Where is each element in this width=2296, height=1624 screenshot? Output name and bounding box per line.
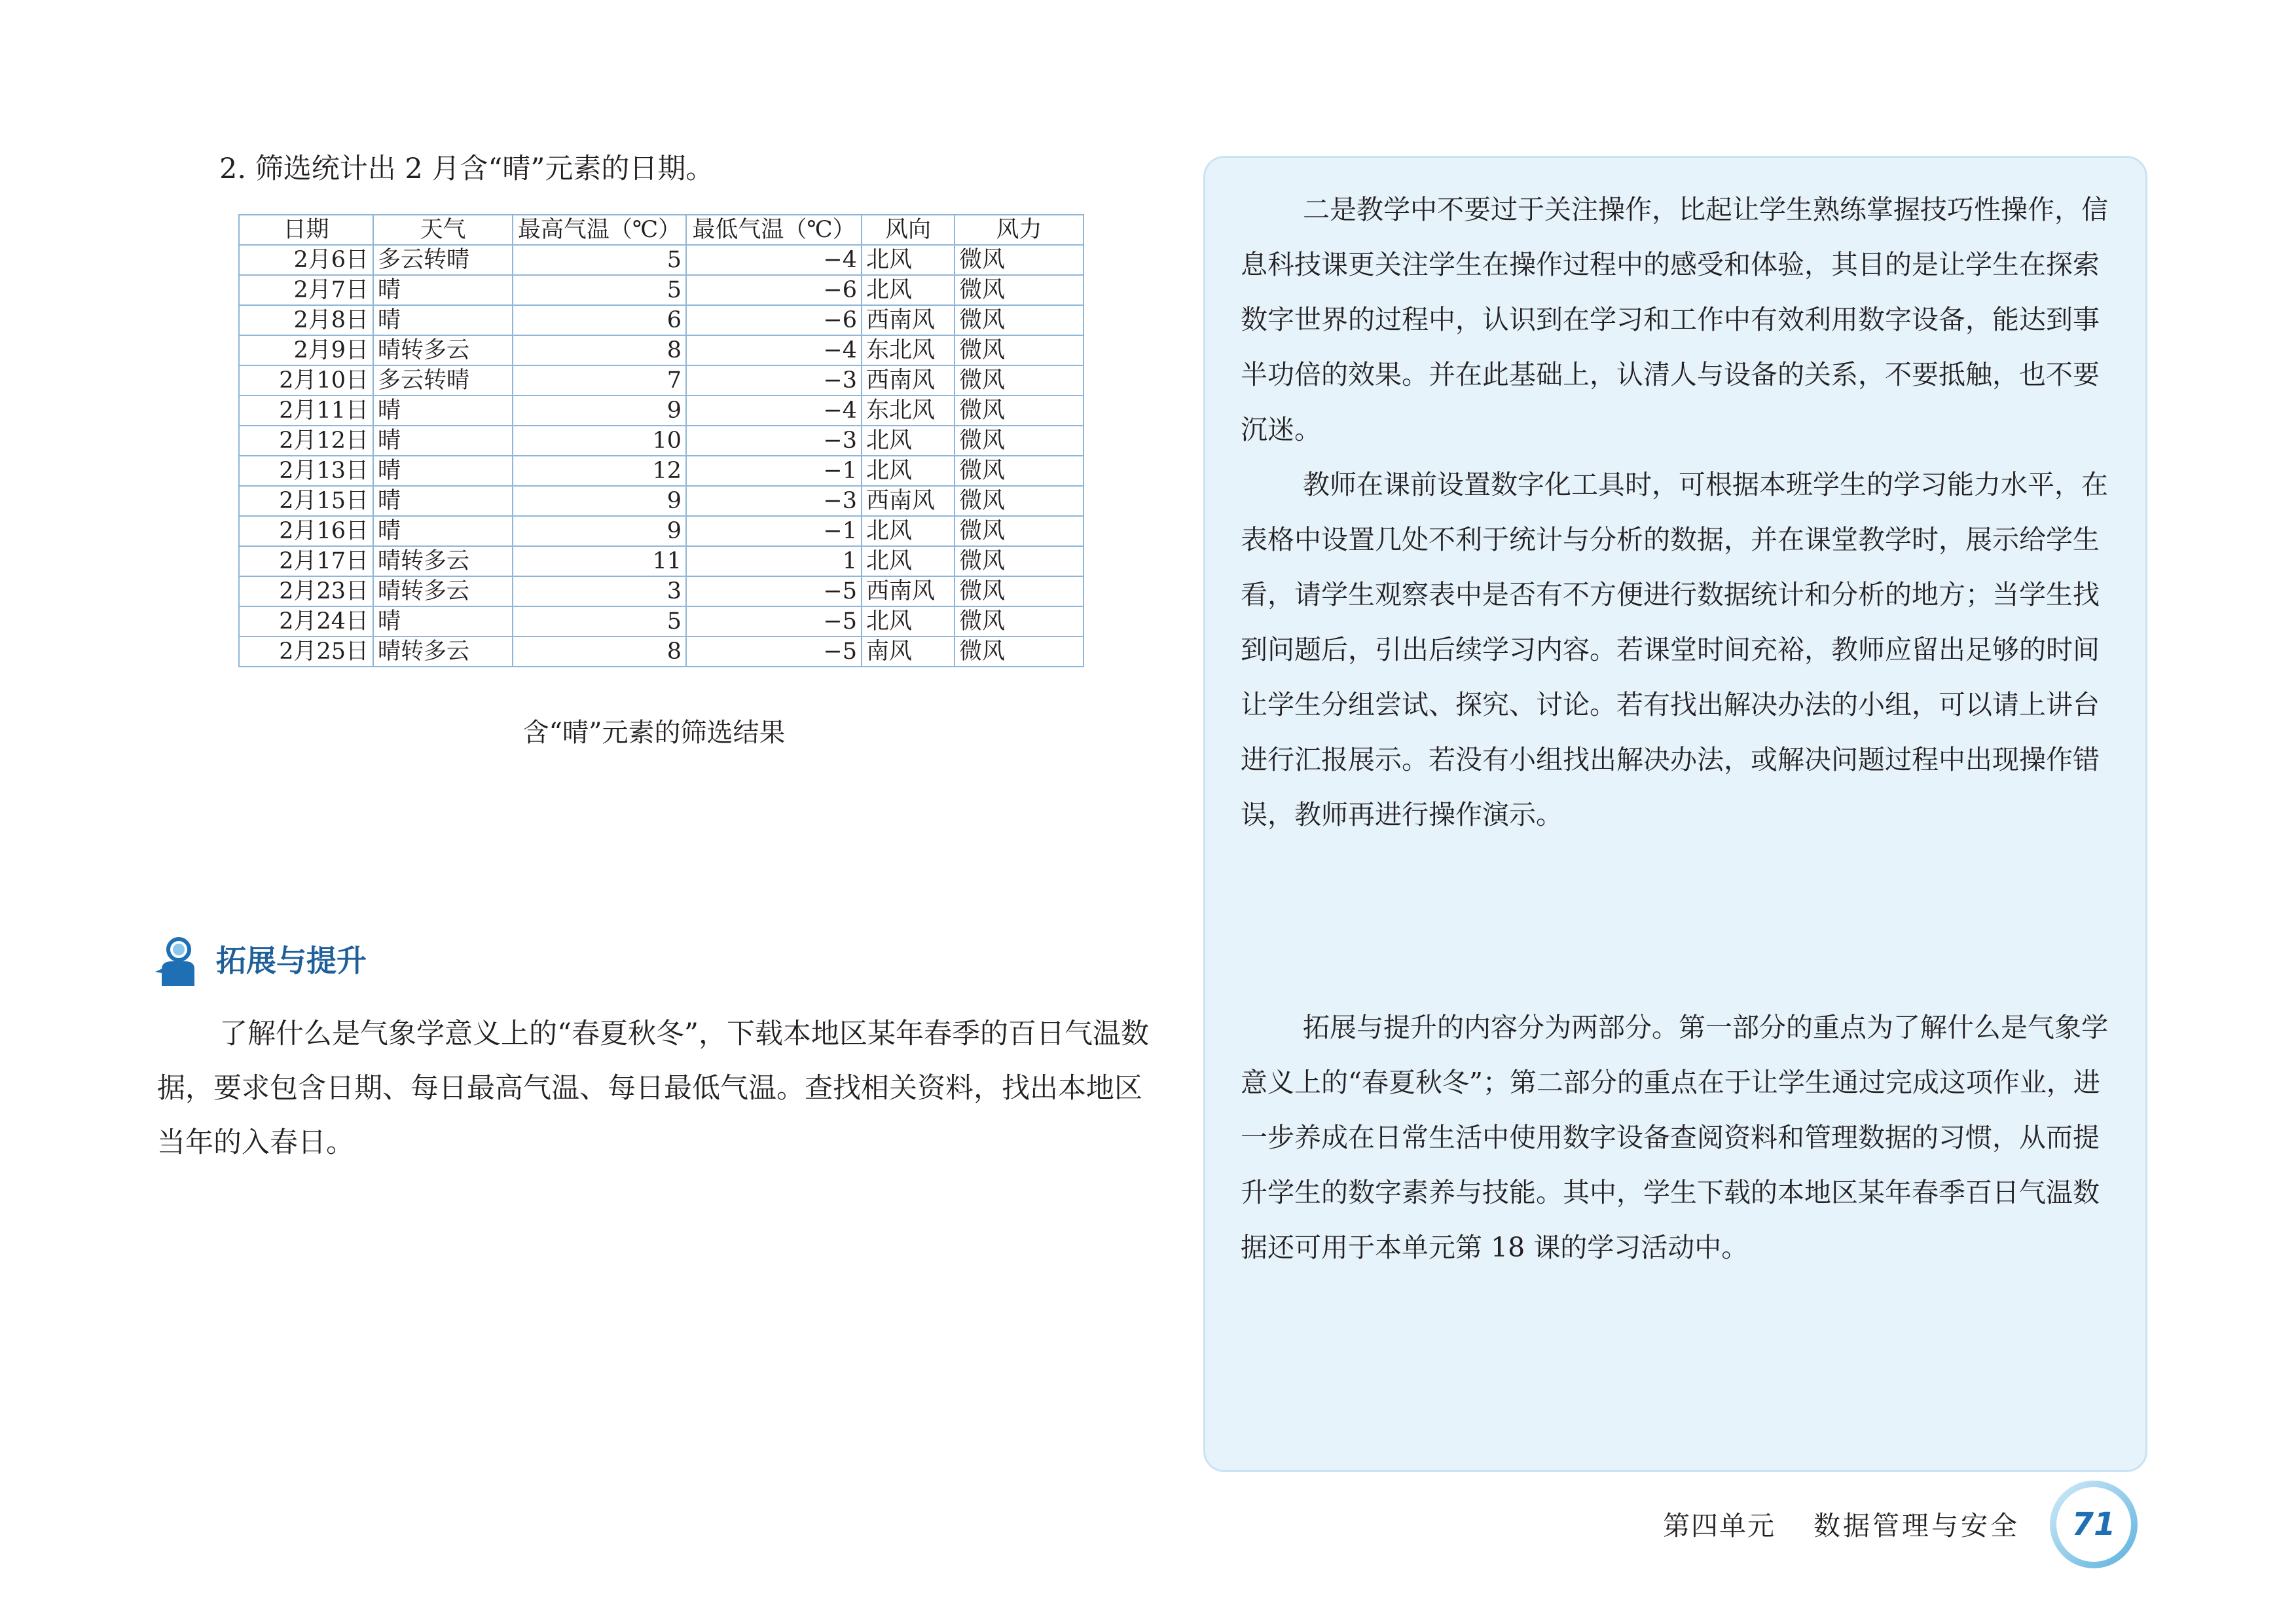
table-cell: 5 (513, 606, 686, 637)
table-cell: 晴 (373, 456, 513, 486)
table-cell: 晴 (373, 516, 513, 546)
table-cell: 东北风 (862, 396, 955, 426)
weather-table (238, 214, 1084, 667)
table-cell: 7 (513, 365, 686, 396)
table-cell: 2月17日 (239, 546, 373, 576)
table-cell: 2月8日 (239, 305, 373, 335)
footer-unit: 第四单元 (1663, 1510, 1776, 1541)
panel-text-block-1 (1241, 182, 2118, 842)
table-header-cell: 风力 (955, 215, 1084, 245)
table-cell: 微风 (955, 456, 1084, 486)
table-cell: 2月25日 (239, 637, 373, 667)
table-row (239, 396, 1084, 426)
table-cell: 晴 (373, 275, 513, 305)
table-cell: 北风 (862, 456, 955, 486)
magnifier-person-icon (153, 935, 202, 986)
table-cell: 微风 (955, 275, 1084, 305)
table-caption: 含“晴”元素的筛选结果 (522, 718, 786, 748)
table-cell: −4 (686, 396, 862, 426)
table-cell: −4 (686, 245, 862, 275)
table-cell: 北风 (862, 606, 955, 637)
table-cell: 北风 (862, 275, 955, 305)
table-cell: 微风 (955, 245, 1084, 275)
table-cell: 8 (513, 637, 686, 667)
table-cell: −1 (686, 516, 862, 546)
table-row (239, 305, 1084, 335)
table-row (239, 456, 1084, 486)
table-cell: 2月7日 (239, 275, 373, 305)
table-cell: 晴转多云 (373, 576, 513, 606)
table-row (239, 426, 1084, 456)
table-header-cell: 天气 (373, 215, 513, 245)
table-cell: −1 (686, 456, 862, 486)
table-header-row (239, 215, 1084, 245)
table-row (239, 637, 1084, 667)
table-cell: 微风 (955, 486, 1084, 516)
table-cell: 晴 (373, 396, 513, 426)
table-cell: 微风 (955, 335, 1084, 365)
table-cell: 晴 (373, 606, 513, 637)
table-cell: −5 (686, 606, 862, 637)
page-number: 71 (2071, 1506, 2116, 1543)
table-cell: 北风 (862, 516, 955, 546)
table-cell: 2月15日 (239, 486, 373, 516)
table-cell: 微风 (955, 576, 1084, 606)
table-cell: 8 (513, 335, 686, 365)
table-cell: 微风 (955, 637, 1084, 667)
panel-paragraph: 二是教学中不要过于关注操作，比起让学生熟练掌握技巧性操作，信息科技课更关注学生在操作过程中的感受和体验，其目的是让学生在探索数字世界的过程中，认识到在学习和工作中有效利用数字设备，能达到事半功倍的效果。并在此基础上，认清人与设备的关系，不要抵触，也不要沉迷。 (1241, 194, 2108, 445)
table-cell: 多云转晴 (373, 245, 513, 275)
table-header-cell: 日期 (239, 215, 373, 245)
table-row (239, 245, 1084, 275)
section-body (157, 1007, 1159, 1170)
step-title: 2. 筛选统计出 2 月含“晴”元素的日期。 (219, 153, 714, 185)
table-cell: −6 (686, 305, 862, 335)
table-cell: 2月24日 (239, 606, 373, 637)
table-cell: 微风 (955, 606, 1084, 637)
table-cell: 5 (513, 245, 686, 275)
table-cell: 2月10日 (239, 365, 373, 396)
table-cell: 多云转晴 (373, 365, 513, 396)
table-cell: 晴 (373, 486, 513, 516)
footer-title: 数据管理与安全 (1813, 1510, 2020, 1541)
table-cell: 2月16日 (239, 516, 373, 546)
table-cell: 3 (513, 576, 686, 606)
table-cell: 北风 (862, 245, 955, 275)
table-cell: 晴转多云 (373, 546, 513, 576)
table-cell: 西南风 (862, 305, 955, 335)
table-cell: 2月6日 (239, 245, 373, 275)
table-cell: 微风 (955, 426, 1084, 456)
table-cell: 5 (513, 275, 686, 305)
table-cell: 东北风 (862, 335, 955, 365)
table-cell: −6 (686, 275, 862, 305)
table-cell: −3 (686, 365, 862, 396)
table-cell: 6 (513, 305, 686, 335)
table-cell: 9 (513, 486, 686, 516)
table-cell: 2月23日 (239, 576, 373, 606)
table-cell: 北风 (862, 426, 955, 456)
table-cell: 西南风 (862, 365, 955, 396)
table-header-cell: 风向 (862, 215, 955, 245)
panel-paragraph: 教师在课前设置数字化工具时，可根据本班学生的学习能力水平，在表格中设置几处不利于统计与分析的数据，并在课堂教学时，展示给学生看，请学生观察表中是否有不方便进行数据统计和分析的地方；当学生找到问题后，引出后续学习内容。若课堂时间充裕，教师应留出足够的时间让学生分组尝试、探究、讨论。若有找出解决办法的小组，可以请上讲台进行汇报展示。若没有小组找出解决办法，或解决问题过程中出现操作错误，教师再进行操作演示。 (1241, 469, 2108, 830)
table-cell: 南风 (862, 637, 955, 667)
table-cell: 10 (513, 426, 686, 456)
table-cell: 2月11日 (239, 396, 373, 426)
table-cell: 晴转多云 (373, 637, 513, 667)
table-row (239, 546, 1084, 576)
table-cell: 2月13日 (239, 456, 373, 486)
table-cell: 西南风 (862, 486, 955, 516)
table-cell: 2月12日 (239, 426, 373, 456)
table-row (239, 335, 1084, 365)
table-cell: 微风 (955, 546, 1084, 576)
table-cell: 微风 (955, 396, 1084, 426)
table-header-cell: 最低气温（℃） (686, 215, 862, 245)
table-cell: 微风 (955, 305, 1084, 335)
table-row (239, 576, 1084, 606)
table-cell: 微风 (955, 365, 1084, 396)
table-row (239, 275, 1084, 305)
table-cell: 9 (513, 396, 686, 426)
table-cell: 1 (686, 546, 862, 576)
panel-paragraph: 拓展与提升的内容分为两部分。第一部分的重点为了解什么是气象学意义上的“春夏秋冬”；第二部分的重点在于让学生通过完成这项作业，进一步养成在日常生活中使用数字设备查阅资料和管理数据的习惯，从而提升学生的数字素养与技能。其中，学生下载的本地区某年春季百日气温数据还可用于本单元第 18 课的学习活动中。 (1241, 1012, 2108, 1263)
table-row (239, 516, 1084, 546)
table-cell: −4 (686, 335, 862, 365)
table-cell: −3 (686, 426, 862, 456)
table-cell: 11 (513, 546, 686, 576)
table-cell: −3 (686, 486, 862, 516)
panel-text-block-2 (1241, 1000, 2118, 1275)
table-header-cell: 最高气温（℃） (513, 215, 686, 245)
table-cell: 2月9日 (239, 335, 373, 365)
table-cell: 西南风 (862, 576, 955, 606)
table-cell: 晴 (373, 305, 513, 335)
table-cell: 晴转多云 (373, 335, 513, 365)
table-row (239, 486, 1084, 516)
table-row (239, 365, 1084, 396)
section-title: 拓展与提升 (216, 943, 367, 978)
table-cell: −5 (686, 576, 862, 606)
table-row (239, 606, 1084, 637)
table-cell: −5 (686, 637, 862, 667)
table-cell: 晴 (373, 426, 513, 456)
table-cell: 12 (513, 456, 686, 486)
table-cell: 微风 (955, 516, 1084, 546)
section-paragraph: 了解什么是气象学意义上的“春夏秋冬”，下载本地区某年春季的百日气温数据，要求包含日期、每日最高气温、每日最低气温。查找相关资料，找出本地区当年的入春日。 (157, 1018, 1149, 1159)
table-cell: 北风 (862, 546, 955, 576)
table-cell: 9 (513, 516, 686, 546)
